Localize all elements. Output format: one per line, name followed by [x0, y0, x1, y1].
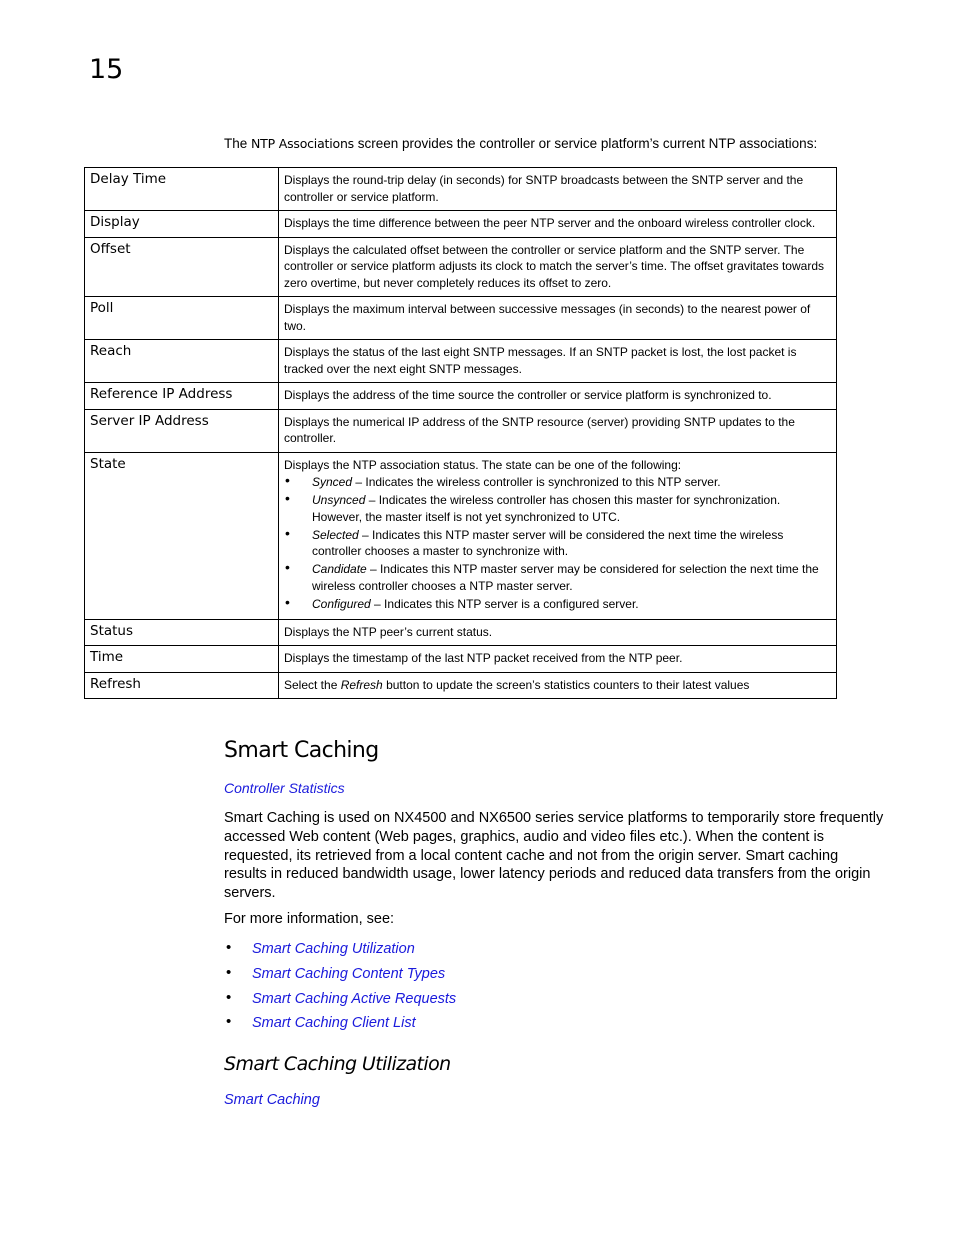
- param-name: Display: [85, 211, 279, 238]
- state-text: – Indicates this NTP master server may be considered for selection the next time the wireless controller chooses a NTP master server.: [312, 562, 819, 593]
- link-smart-caching-active-requests[interactable]: Smart Caching Active Requests: [252, 990, 457, 1007]
- table-row: [85, 211, 837, 238]
- list-item: [224, 965, 456, 990]
- state-text: – Indicates this NTP server is a configured server.: [370, 596, 639, 611]
- param-name: Reach: [85, 340, 279, 383]
- param-desc: [279, 452, 837, 619]
- param-name: Reference IP Address: [85, 383, 279, 410]
- intro-prefix: The: [224, 136, 252, 151]
- state-text: – Indicates the wireless controller has chosen this master for synchronization. However, the master itself is not yet synchronized to UTC.: [312, 493, 781, 524]
- bullet-icon: •: [226, 988, 232, 1006]
- param-name: State: [85, 452, 279, 619]
- list-item: [224, 940, 456, 965]
- param-name: Time: [85, 646, 279, 673]
- bullet-icon: •: [226, 939, 232, 956]
- bullet-icon: •: [285, 559, 290, 575]
- param-name: Offset: [85, 237, 279, 297]
- param-name: Refresh: [85, 672, 279, 699]
- list-item: [284, 524, 830, 560]
- link-smart-caching-utilization[interactable]: Smart Caching Utilization: [252, 941, 415, 957]
- state-term: Unsynced: [312, 493, 366, 507]
- list-item: [284, 593, 830, 613]
- breadcrumb-link[interactable]: Controller Statistics: [224, 780, 345, 796]
- bullet-icon: •: [285, 524, 290, 541]
- table-row: [85, 672, 837, 699]
- more-info-text: For more information, see:: [224, 911, 395, 927]
- list-item: [284, 561, 830, 594]
- link-smart-caching-client-list[interactable]: Smart Caching Client List: [252, 1015, 416, 1032]
- list-item: [284, 492, 830, 525]
- subsection-title: Smart Caching Utilization: [224, 1053, 451, 1075]
- state-intro: Displays the NTP association status. The state can be one of the following:: [284, 457, 682, 472]
- param-desc: Displays the round-trip delay (in seconds) for SNTP broadcasts between the SNTP server and the controller or service platform.: [279, 168, 837, 211]
- refresh-suffix: button to update the screen’s statistics counters to their latest values: [382, 677, 750, 692]
- param-desc: Displays the maximum interval between successive messages (in seconds) to the nearest power of two.: [279, 297, 837, 340]
- table-row: [85, 237, 837, 297]
- refresh-term: Refresh: [340, 677, 383, 692]
- bullet-icon: •: [285, 472, 290, 488]
- table-row: [85, 340, 837, 383]
- bullet-icon: •: [285, 593, 290, 610]
- table-row: [85, 619, 837, 646]
- state-term: Configured: [312, 596, 371, 611]
- param-desc: Displays the calculated offset between the controller or service platform and the SNTP server. The controller or service platform adjusts its clock to match the server’s time. The offset gravitates towards zero overtime, but never completely reduces its offset to zero.: [279, 237, 837, 297]
- param-desc: Displays the address of the time source the controller or service platform is synchronized to.: [279, 383, 837, 410]
- section-title: Smart Caching: [224, 738, 379, 763]
- table-row: [85, 409, 837, 452]
- intro-paragraph: [224, 135, 904, 153]
- param-desc: Displays the status of the last eight SNTP messages. If an SNTP packet is lost, the lost packet is tracked over the next eight SNTP messages.: [279, 340, 837, 383]
- table-row: [85, 168, 837, 211]
- param-name: Status: [85, 619, 279, 646]
- param-desc: Displays the NTP peer’s current status.: [279, 619, 837, 646]
- state-text: – Indicates this NTP master server will be considered the next time the wireless controller chooses a master to synchronize with.: [312, 527, 784, 558]
- bullet-icon: •: [226, 1013, 232, 1031]
- param-name: Delay Time: [85, 168, 279, 211]
- param-desc: Displays the numerical IP address of the SNTP resource (server) providing SNTP updates to the controller.: [279, 409, 837, 452]
- ntp-associations-table: [84, 167, 837, 699]
- param-desc: Displays the time difference between the peer NTP server and the onboard wireless controller clock.: [279, 211, 837, 238]
- state-term: Selected: [312, 527, 359, 542]
- smart-caching-paragraph: Smart Caching is used on NX4500 and NX6500 series service platforms to temporarily store frequently accessed Web content (Web pages, graphics, audio and video files etc.). When the content is requested, its retrieved from a local content cache and not from the origin server. Smart caching results in reduced bandwidth usage, lower latency periods and reduced data transfers from the origin servers.: [224, 810, 884, 902]
- table-row-state: [85, 452, 837, 619]
- param-desc: [279, 672, 837, 699]
- bullet-icon: •: [226, 963, 232, 981]
- param-desc: Displays the timestamp of the last NTP packet received from the NTP peer.: [279, 646, 837, 673]
- see-also-list: [224, 940, 456, 1039]
- list-item: [284, 474, 830, 491]
- bullet-icon: •: [285, 490, 290, 506]
- intro-term: NTP Associations: [251, 136, 354, 151]
- list-item: [224, 1014, 456, 1039]
- chapter-number: 15: [89, 54, 124, 85]
- link-smart-caching-content-types[interactable]: Smart Caching Content Types: [252, 965, 446, 982]
- param-name: Server IP Address: [85, 409, 279, 452]
- state-text: – Indicates the wireless controller is synchronized to this NTP server.: [352, 475, 721, 489]
- table-row: [85, 383, 837, 410]
- table-row: [85, 646, 837, 673]
- table-row: [85, 297, 837, 340]
- state-term: Candidate: [312, 562, 367, 576]
- list-item: [224, 990, 456, 1015]
- state-list: [284, 474, 830, 612]
- breadcrumb-link[interactable]: Smart Caching: [224, 1092, 320, 1108]
- intro-suffix: screen provides the controller or service platform’s current NTP associations:: [354, 136, 818, 151]
- state-term: Synced: [312, 475, 353, 489]
- refresh-prefix: Select the: [284, 677, 341, 692]
- param-name: Poll: [85, 297, 279, 340]
